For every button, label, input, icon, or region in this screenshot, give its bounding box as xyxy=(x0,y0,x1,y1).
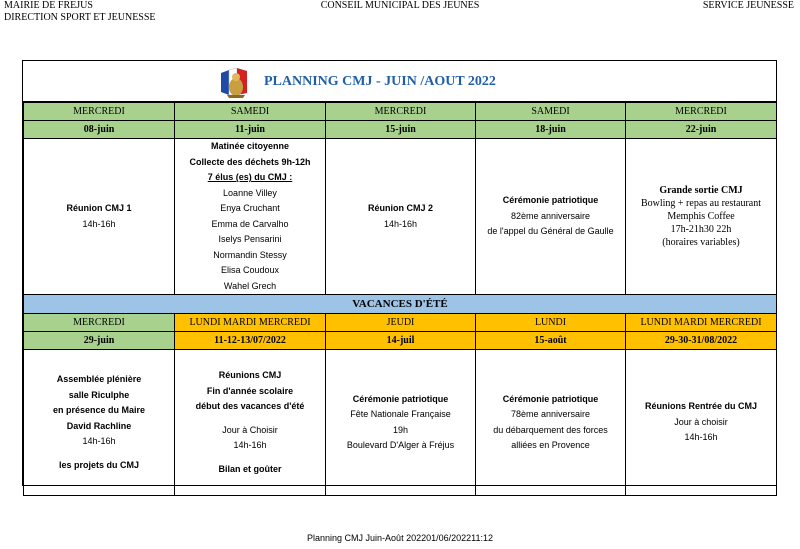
elu-name: Emma de Carvalho xyxy=(211,218,289,229)
date-cell: 15-juin xyxy=(326,121,476,139)
event-time: 14h-16h xyxy=(233,440,267,450)
event-assemblee-pleniere xyxy=(24,350,175,496)
date-cell: 14-juil xyxy=(326,332,476,350)
event-debarquement-provence xyxy=(476,350,626,496)
event-line: (horaires variables) xyxy=(662,237,740,248)
event-title: Cérémonie patriotique xyxy=(502,195,599,206)
event-line: 82ème anniversaire xyxy=(510,210,591,221)
cmj-logo-icon xyxy=(219,65,253,99)
event-time: 17h-21h30 22h xyxy=(670,224,732,235)
elu-name: Loanne Villey xyxy=(223,187,277,198)
event-fete-nationale xyxy=(326,350,476,496)
event-title: Cérémonie patriotique xyxy=(502,393,599,404)
event-reunions-fin-annee xyxy=(175,350,326,496)
elu-name: Elisa Coudoux xyxy=(220,265,280,275)
row2-days xyxy=(24,314,777,332)
event-subtitle: Collecte des déchets 9h-12h xyxy=(189,156,311,167)
event-time: 14h-16h xyxy=(82,436,116,446)
row2-content xyxy=(24,350,777,496)
event-ceremonie-18-juin xyxy=(476,139,626,295)
event-line: de l'appel du Général de Gaulle xyxy=(487,226,614,237)
title-row xyxy=(23,61,776,102)
day-cell: LUNDI MARDI MERCREDI xyxy=(175,314,326,332)
row1-dates xyxy=(24,121,777,139)
day-cell: MERCREDI xyxy=(326,103,476,121)
event-matinee-citoyenne xyxy=(175,139,326,295)
event-title: Réunions CMJ xyxy=(218,370,282,380)
event-line: en présence du Maire xyxy=(52,405,146,415)
event-line: du débarquement des forces xyxy=(493,424,608,435)
row2-dates xyxy=(24,332,777,350)
date-cell: 29-juin xyxy=(24,332,175,350)
day-cell: LUNDI xyxy=(476,314,626,332)
event-line: Fête Nationale Française xyxy=(350,409,451,419)
row1-days xyxy=(24,103,777,121)
header-direction: DIRECTION SPORT ET JEUNESSE xyxy=(4,12,156,23)
page-footer: Planning CMJ Juin-Août 202201/06/202211:12 xyxy=(307,533,493,543)
event-title: Réunion CMJ 2 xyxy=(367,203,433,213)
vacances-banner: VACANCES D'ÉTÉ xyxy=(24,295,777,314)
event-line: Fin d'année scolaire xyxy=(206,385,294,396)
event-line: David Rachline xyxy=(66,420,132,431)
event-line: Boulevard D'Alger à Fréjus xyxy=(346,440,455,450)
event-reunion-cmj-2 xyxy=(326,139,476,295)
header-mairie: MAIRIE DE FREJUS xyxy=(4,0,93,11)
row1-content xyxy=(24,139,777,295)
header-center: CONSEIL MUNICIPAL DES JEUNES xyxy=(320,0,480,11)
day-cell: SAMEDI xyxy=(175,103,326,121)
date-cell: 22-juin xyxy=(626,121,777,139)
event-elus-label: 7 élus (es) du CMJ : xyxy=(207,172,293,182)
event-title: Réunions Rentrée du CMJ xyxy=(644,401,757,412)
date-cell: 11-juin xyxy=(175,121,326,139)
event-extra: les projets du CMJ xyxy=(58,459,139,470)
date-cell: 29-30-31/08/2022 xyxy=(626,332,777,350)
planning-table xyxy=(23,102,777,496)
elu-name: Enya Cruchant xyxy=(220,203,280,213)
event-reunions-rentree xyxy=(626,350,777,496)
event-time: 14h-16h xyxy=(82,218,116,229)
event-title: Assemblée plénière xyxy=(56,374,142,384)
elu-name: Iselys Pensarini xyxy=(218,234,282,244)
event-title: Grande sortie CMJ xyxy=(659,185,743,196)
event-extra: Bilan et goûter xyxy=(218,463,282,474)
event-time: 19h xyxy=(392,424,409,435)
event-line: Bowling + repas au restaurant xyxy=(640,198,762,209)
page-title: PLANNING CMJ - JUIN /AOUT 2022 xyxy=(264,74,496,89)
day-cell: MERCREDI xyxy=(24,103,175,121)
date-cell: 08-juin xyxy=(24,121,175,139)
date-cell: 15-août xyxy=(476,332,626,350)
day-cell: MERCREDI xyxy=(24,314,175,332)
day-cell: JEUDI xyxy=(326,314,476,332)
event-line: Jour à Choisir xyxy=(222,424,278,435)
event-title: Réunion CMJ 1 xyxy=(66,203,132,213)
event-line: alliées en Provence xyxy=(511,440,590,450)
event-time: 14h-16h xyxy=(383,218,418,229)
day-cell: MERCREDI xyxy=(626,103,777,121)
elu-name: Normandin Stessy xyxy=(213,249,287,260)
event-line: 78ème anniversaire xyxy=(510,409,591,419)
event-line: Jour à choisir xyxy=(674,416,728,427)
elu-name: Wahel Grech xyxy=(223,280,277,291)
day-cell: LUNDI MARDI MERCREDI xyxy=(626,314,777,332)
planning-frame xyxy=(22,60,777,486)
day-cell: SAMEDI xyxy=(476,103,626,121)
event-time: 14h-16h xyxy=(684,432,718,443)
event-line: salle Riculphe xyxy=(68,389,130,400)
event-title: Cérémonie patriotique xyxy=(352,393,449,404)
event-grande-sortie xyxy=(626,139,777,295)
event-reunion-cmj-1 xyxy=(24,139,175,295)
event-title: Matinée citoyenne xyxy=(210,141,290,151)
event-line: Memphis Coffee xyxy=(667,211,735,222)
header-right: SERVICE JEUNESSE xyxy=(702,0,794,11)
date-cell: 11-12-13/07/2022 xyxy=(175,332,326,350)
vacances-row xyxy=(24,295,777,314)
date-cell: 18-juin xyxy=(476,121,626,139)
event-line: début des vacances d'été xyxy=(195,401,305,411)
